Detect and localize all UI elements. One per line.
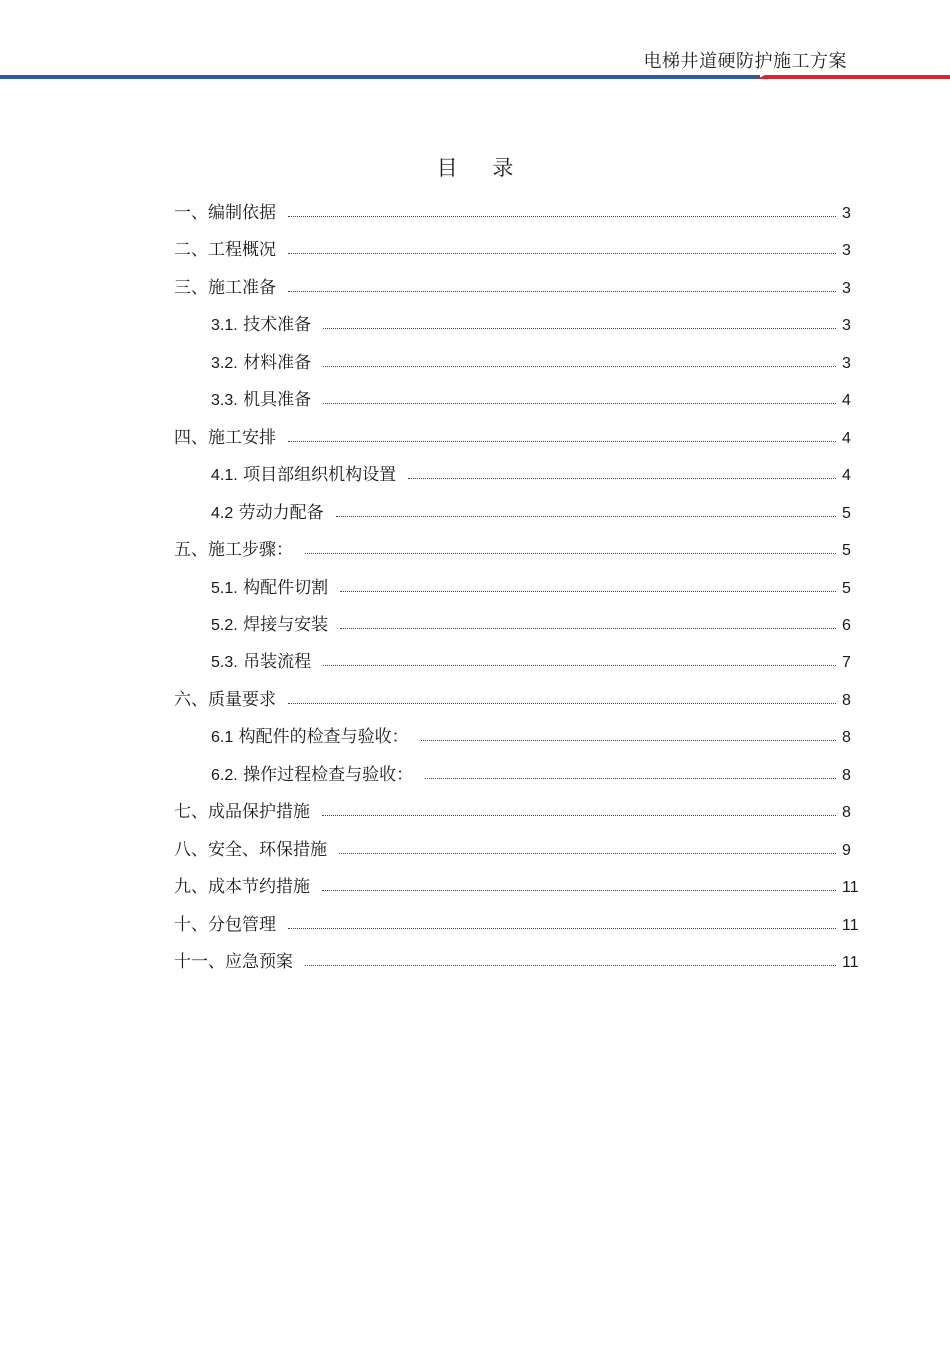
toc-entry-number: 3.3.	[211, 392, 238, 410]
toc-page-number: 5	[842, 542, 851, 560]
toc-entry-number: 6.1	[211, 729, 234, 747]
toc-entry[interactable]	[0, 536, 950, 560]
toc-page-number: 3	[842, 205, 851, 222]
toc-entry[interactable]	[0, 386, 950, 410]
toc-entry-label	[174, 872, 310, 897]
toc-page-number: 8	[842, 766, 851, 784]
toc-entry-label	[211, 760, 413, 785]
toc-dot-leader	[288, 291, 836, 292]
toc-dot-leader	[288, 253, 836, 254]
toc-page-number: 8	[842, 804, 851, 822]
toc-dot-leader	[421, 740, 836, 741]
toc-page-number: 3	[842, 317, 851, 335]
toc-entry-text: 项目部组织机构设置	[243, 465, 397, 486]
toc-page-number: 5	[842, 579, 851, 597]
toc-dot-leader	[288, 703, 836, 704]
toc-page-number: 4	[842, 467, 851, 485]
toc-entry[interactable]	[0, 873, 950, 897]
toc-entry-label	[211, 348, 311, 373]
toc-entry-label	[174, 273, 276, 298]
toc-entry[interactable]	[0, 311, 950, 335]
toc-entry-text: 焊接与安装	[243, 614, 329, 635]
toc-entry-text: 一、编制依据	[174, 203, 276, 223]
toc-entry-label	[174, 535, 293, 560]
toc-entry-text: 十、分包管理	[174, 914, 276, 935]
toc-entry-number: 3.2.	[211, 354, 238, 372]
document-header-title: 电梯井道硬防护施工方案	[643, 51, 847, 72]
toc-dot-leader	[340, 591, 836, 592]
toc-entry-label	[174, 797, 310, 822]
toc-dot-leader	[339, 853, 836, 854]
toc-page-number: 5	[842, 504, 851, 522]
toc-entry-label	[174, 947, 293, 972]
toc-entry-label	[211, 498, 324, 523]
toc-dot-leader	[288, 928, 836, 929]
toc-entry-text: 四、施工安排	[174, 427, 276, 448]
toc-entry-label	[211, 310, 311, 335]
toc-entry[interactable]	[0, 574, 950, 598]
toc-entry-label	[174, 910, 276, 935]
toc-entry[interactable]	[0, 199, 950, 223]
toc-entry-text: 七、成品保护措施	[174, 802, 310, 823]
toc-entry-text: 吊装流程	[243, 652, 312, 673]
toc-entry[interactable]	[0, 798, 950, 822]
toc-page-number: 11	[842, 879, 859, 897]
toc-title: 目 录	[436, 156, 528, 180]
toc-entry-text: 操作过程检查与验收：	[243, 764, 414, 785]
toc-entry[interactable]	[0, 911, 950, 935]
toc-entry-text: 十一、应急预案	[174, 952, 293, 972]
toc-entry-label	[174, 835, 327, 860]
toc-entry-number: 6.2.	[211, 766, 238, 784]
toc-entry[interactable]	[0, 274, 950, 298]
toc-entry[interactable]	[0, 948, 950, 972]
toc-entry-label	[211, 610, 328, 635]
toc-dot-leader	[340, 628, 836, 629]
toc-entry-text: 构配件切割	[243, 577, 329, 598]
toc-page-number: 3	[842, 279, 851, 297]
toc-entry-text: 构配件的检查与验收：	[238, 727, 409, 748]
toc-entry-text: 三、施工准备	[174, 277, 276, 298]
toc-entry-text: 九、成本节约措施	[174, 877, 310, 898]
toc-entry-text: 八、安全、环保措施	[174, 839, 327, 860]
toc-entry-label	[174, 235, 276, 260]
toc-page-number: 9	[842, 841, 851, 859]
header-rule-red	[757, 75, 950, 79]
toc-entry-label	[211, 647, 311, 672]
toc-dot-leader	[323, 665, 836, 666]
toc-entry-text: 六、质量要求	[174, 689, 276, 710]
toc-entry[interactable]	[0, 499, 950, 523]
toc-dot-leader	[305, 553, 836, 554]
toc-entry-number: 5.2.	[211, 616, 238, 634]
toc-page-number: 4	[842, 392, 851, 410]
toc-entry-label	[211, 722, 409, 747]
toc-page-number: 3	[842, 354, 851, 372]
toc-entry[interactable]	[0, 236, 950, 260]
toc-entry-number: 4.1.	[211, 467, 238, 485]
toc-entry-label	[211, 385, 311, 410]
toc-dot-leader	[288, 441, 836, 442]
toc-dot-leader	[322, 815, 836, 816]
toc-entry[interactable]	[0, 424, 950, 448]
toc-page-number: 11	[842, 954, 859, 971]
toc-entry-text: 二、工程概况	[174, 240, 276, 261]
toc-entry-label	[211, 573, 328, 598]
toc-page-number: 4	[842, 429, 851, 447]
toc-entry-label	[174, 685, 276, 710]
toc-dot-leader	[425, 778, 836, 779]
toc-dot-leader	[322, 890, 836, 891]
toc-entry-number: 3.1.	[211, 317, 238, 335]
toc-entry-text: 劳动力配备	[238, 502, 324, 523]
toc-entry-label	[174, 423, 276, 448]
toc-entry[interactable]	[0, 836, 950, 860]
toc-entry[interactable]	[0, 723, 950, 747]
toc-entry-number: 4.2	[211, 504, 234, 522]
header-rule-blue	[0, 75, 760, 79]
toc-page-number: 6	[842, 616, 851, 634]
toc-entry[interactable]	[0, 349, 950, 373]
toc-entry[interactable]	[0, 761, 950, 785]
toc-page-number: 11	[842, 916, 859, 934]
toc-entry-text: 技术准备	[243, 315, 312, 336]
toc-entry-label	[174, 198, 276, 223]
toc-entry-text: 五、施工步骤：	[174, 540, 293, 561]
toc-dot-leader	[323, 366, 836, 367]
toc-entry[interactable]	[0, 648, 950, 672]
toc-entry[interactable]	[0, 461, 950, 485]
toc-entry-number: 5.3.	[211, 654, 238, 672]
toc-page-number: 8	[842, 691, 851, 709]
toc-entry-text: 机具准备	[243, 390, 312, 411]
toc-dot-leader	[288, 216, 836, 217]
toc-entry[interactable]	[0, 611, 950, 635]
toc-page-number: 3	[842, 242, 851, 260]
toc-dot-leader	[408, 478, 836, 479]
toc-entry-text: 材料准备	[243, 352, 312, 373]
toc-entry[interactable]	[0, 686, 950, 710]
toc-page-number: 7	[842, 654, 851, 672]
toc-dot-leader	[323, 403, 836, 404]
toc-entry-number: 5.1.	[211, 579, 238, 597]
toc-page-number: 8	[842, 729, 851, 747]
toc-entry-label	[211, 460, 396, 485]
toc-dot-leader	[323, 328, 836, 329]
toc-dot-leader	[336, 516, 836, 517]
toc-dot-leader	[305, 965, 836, 966]
